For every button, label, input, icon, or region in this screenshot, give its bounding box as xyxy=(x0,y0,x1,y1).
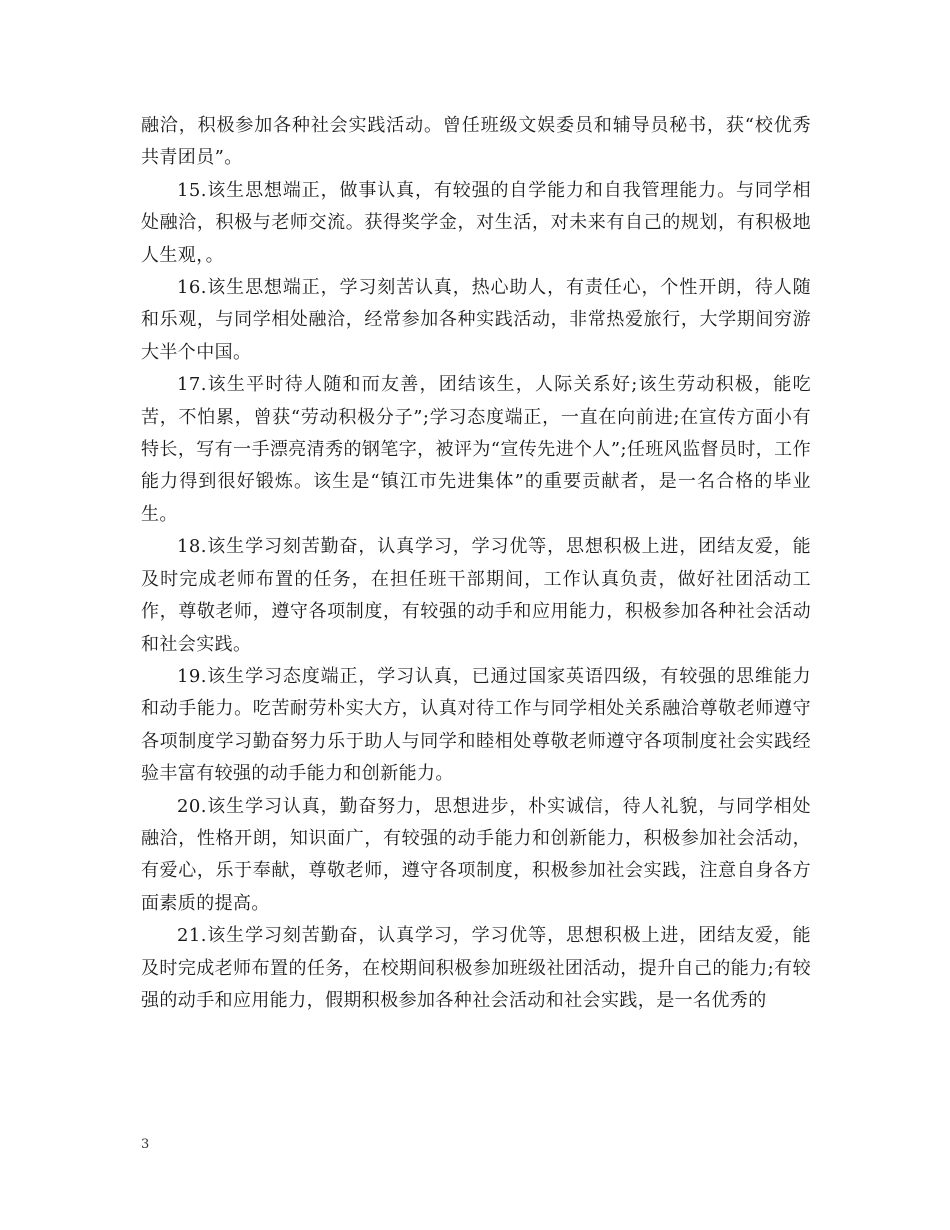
paragraph-item-16: 16.该生思想端正，学习刻苦认真，热心助人，有责任心，个性开朗，待人随和乐观，与同学相处融洽，经常参加各种实践活动，非常热爱旅行，大学期间穷游大半个中国。 xyxy=(141,277,811,363)
paragraph-item-15: 15.该生思想端正，做事认真，有较强的自学能力和自我管理能力。与同学相处融洽，积极与老师交流。获得奖学金，对生活，对未来有自己的规划，有积极地人生观，。 xyxy=(141,179,811,266)
paragraph-item-17: 17.该生平时待人随和而友善，团结该生，人际关系好;该生劳动积极，能吃苦，不怕累，曾获“劳动积极分子”;学习态度端正，一直在向前进;在宣传方面小有特长，写有一手漂亮清秀的钢笔字，被评为“宣传先进个人”;任班风监督员时，工作能力得到很好锻炼。该生是“镇江市先进集体”的重要贡献者，是一名合格的毕业生。 xyxy=(141,374,811,525)
paragraph-item-21: 21.该生学习刻苦勤奋，认真学习，学习优等，思想积极上进，团结友爱，能及时完成老师布置的任务，在校期间积极参加班级社团活动，提升自己的能力;有较强的动手和应用能力，假期积极参加各种社会活动和社会实践，是一名优秀的 xyxy=(141,925,811,1011)
page-number: 3 xyxy=(141,1137,150,1152)
document-body xyxy=(141,110,811,1017)
paragraph-item-19: 19.该生学习态度端正，学习认真，已通过国家英语四级，有较强的思维能力和动手能力。吃苦耐劳朴实大方，认真对待工作与同学相处关系融洽尊敬老师遵守各项制度学习勤奋努力乐于助人与同学和睦相处尊敬老师遵守各项制度社会实践经验丰富有较强的动手能力和创新能力。 xyxy=(141,665,811,785)
paragraph-continuation: 融洽，积极参加各种社会实践活动。曾任班级文娱委员和辅导员秘书，获“校优秀共青团员”。 xyxy=(141,115,811,169)
paragraph-item-20: 20.该生学习认真，勤奋努力，思想进步，朴实诚信，待人礼貌，与同学相处融洽，性格开朗，知识面广，有较强的动手能力和创新能力，积极参加社会活动，有爱心，乐于奉献，尊敬老师，遵守各项制度，积极参加社会实践，注意自身各方面素质的提高。 xyxy=(141,795,811,914)
paragraph-item-18: 18.该生学习刻苦勤奋，认真学习，学习优等，思想积极上进，团结友爱，能及时完成老师布置的任务，在担任班干部期间，工作认真负责，做好社团活动工作，尊敬老师，遵守各项制度，有较强的动手和应用能力，积极参加各种社会活动和社会实践。 xyxy=(141,536,811,655)
